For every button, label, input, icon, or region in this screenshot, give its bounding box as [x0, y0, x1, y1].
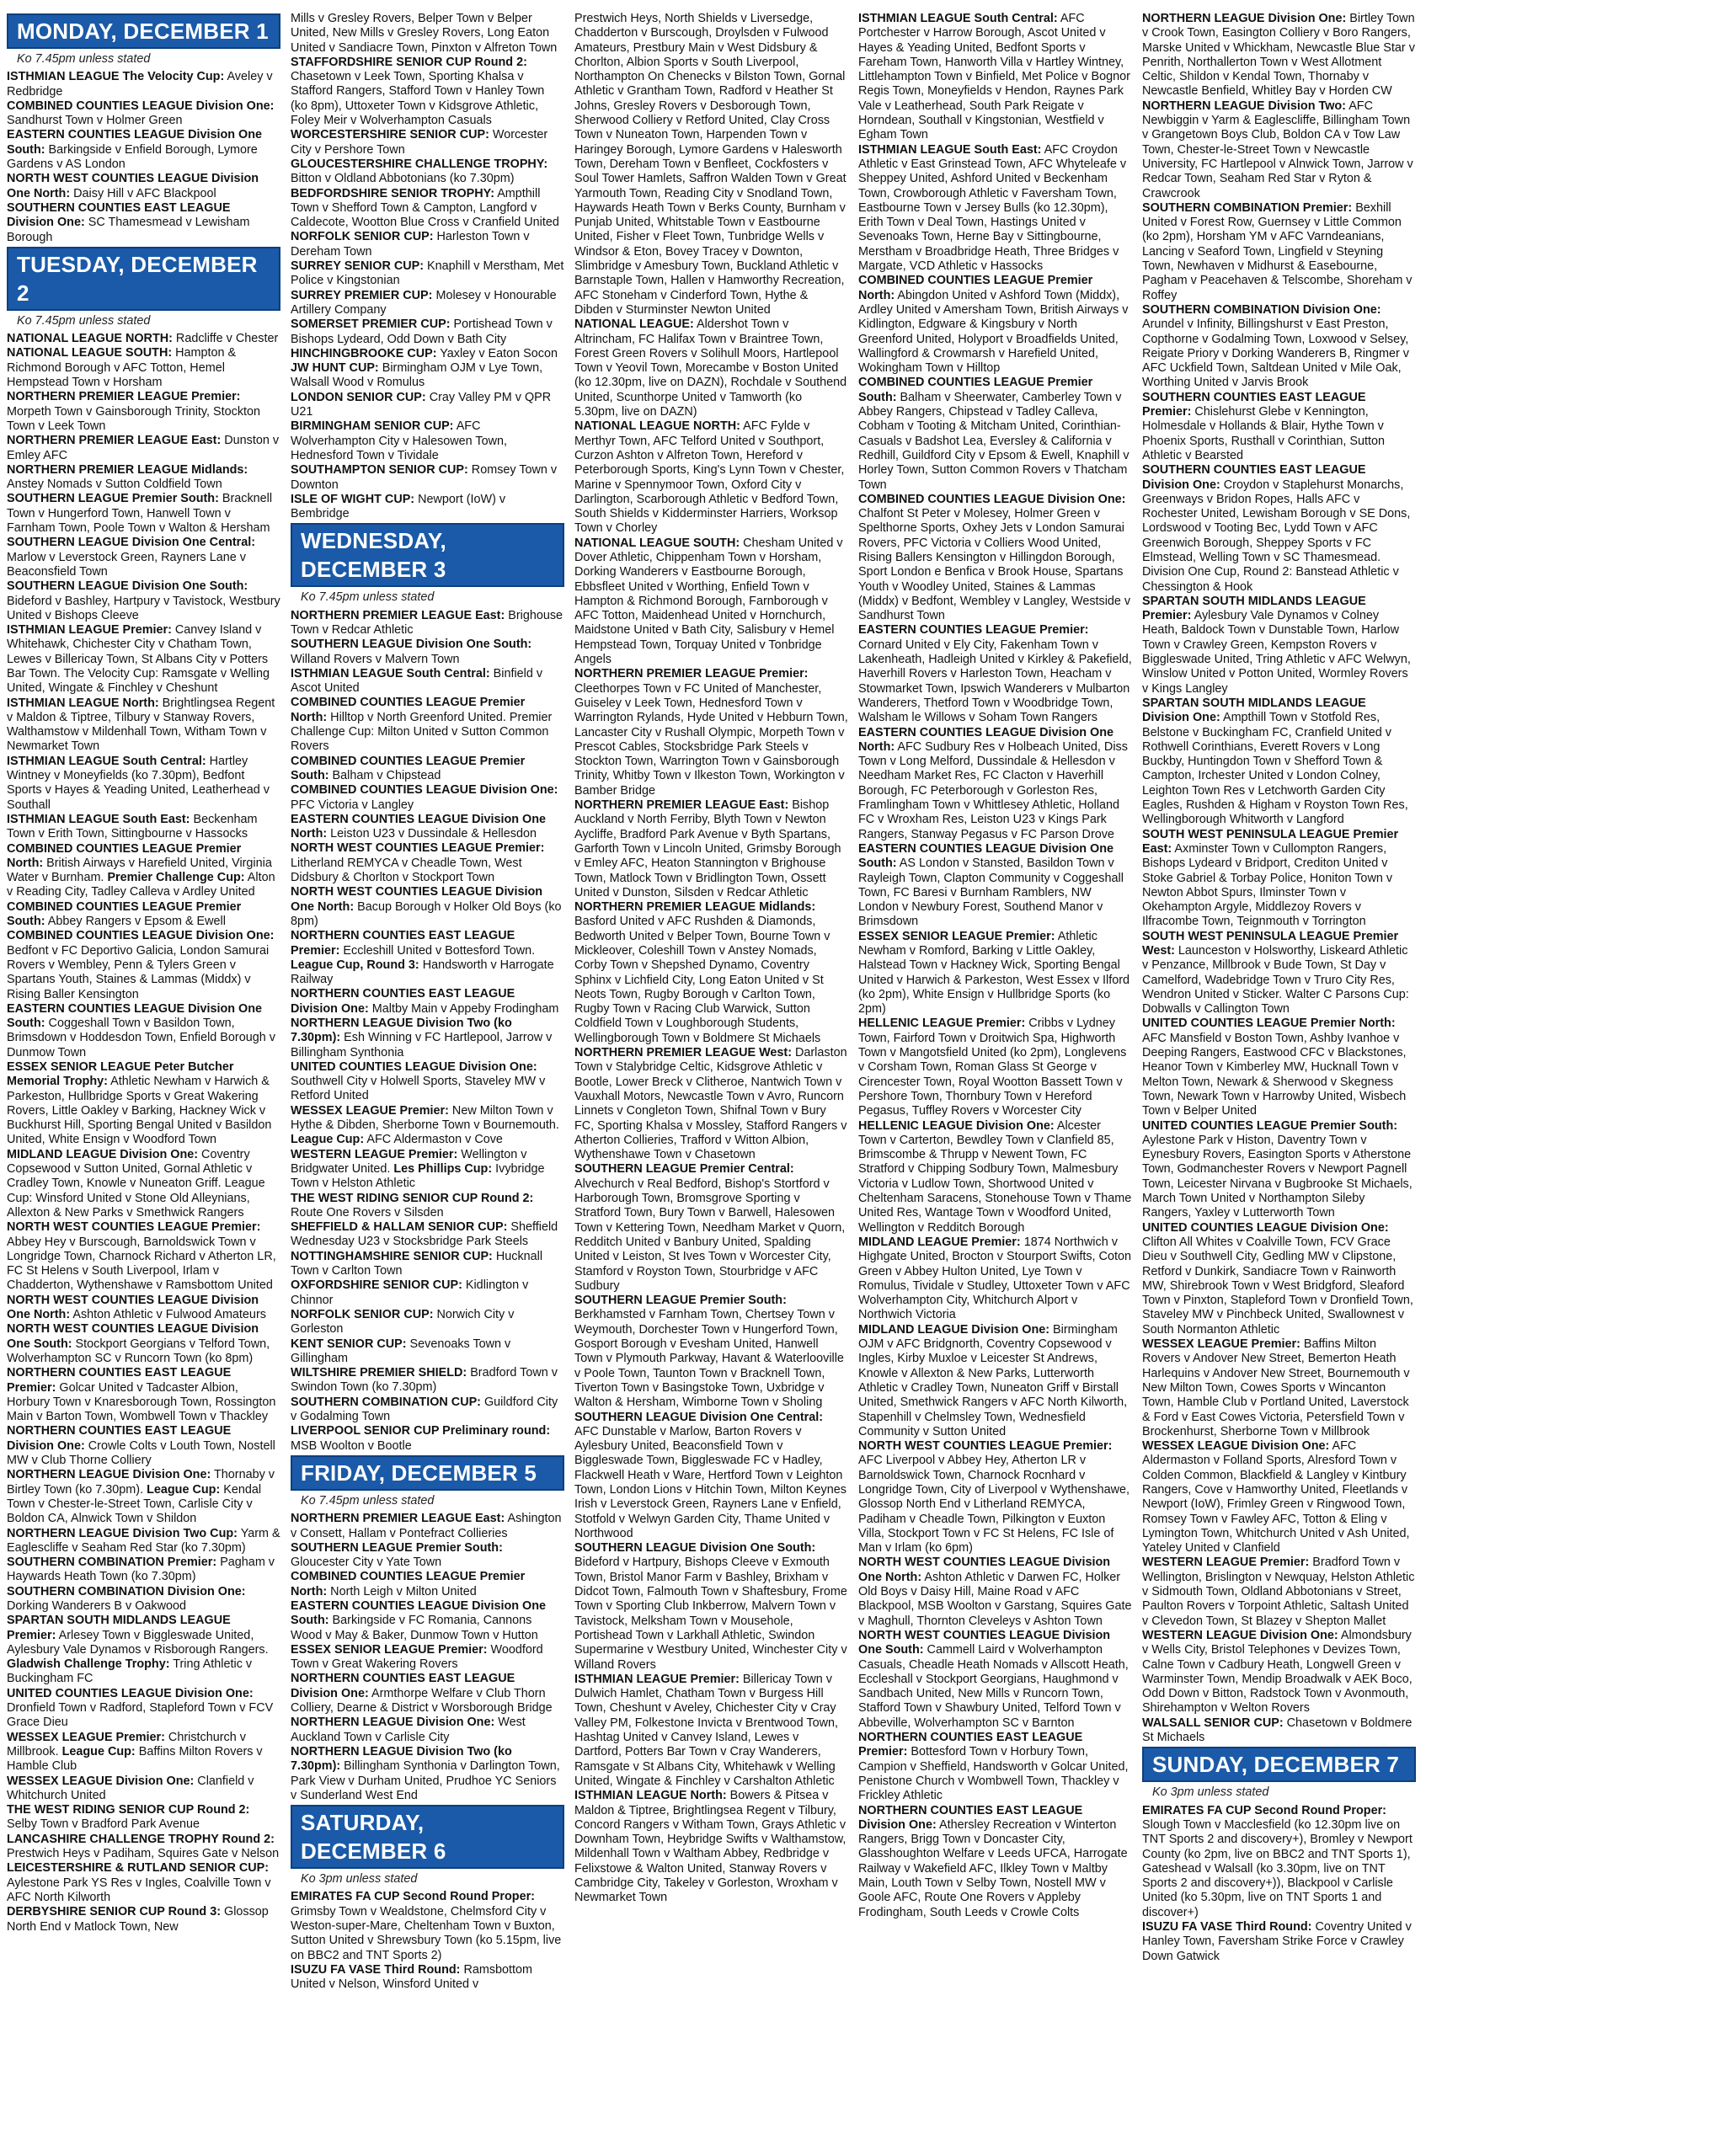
fixture-entry: NORTH WEST COUNTIES LEAGUE Division One North: Bacup Borough v Holker Old Boys (ko 8pm)	[291, 885, 562, 928]
fixture-entry: UNITED COUNTIES LEAGUE Division One: Southwell City v Holwell Sports, Staveley MW v Retford United	[291, 1059, 546, 1103]
fixture-entry: NORTHERN LEAGUE Division Two Cup: Yarm & Eaglescliffe v Seaham Red Star (ko 7.30pm)	[7, 1526, 280, 1555]
fixture-entry: ESSEX SENIOR LEAGUE Premier: Athletic Newham v Romford, Barking v Little Oakley, Halstead Town v Hackney Wick, Sporting Bengal United v Harwich & Parkeston, West Essex v Ilford (ko 2pm), White Ensign v Hullbridge Sports (ko 2pm)	[858, 929, 1130, 1017]
fixture-entry: WORCESTERSHIRE SENIOR CUP: Worcester City v Pershore Town	[291, 128, 548, 157]
fixture-entry: SOUTHERN COMBINATION Premier: Bexhill United v Forest Row, Guernsey v Little Common (ko 2pm), Horsham YM v AFC Varndeanians, Lancing v Seaford Town, Lingfield v Steyning Town, Newhaven v Midhurst & Easebourne, Pagham v Peacehaven & Telscombe, Shoreham v Roffey	[1142, 200, 1413, 302]
fixture-entry: NORTHERN LEAGUE Division One: Thornaby v Birtley Town (ko 7.30pm). League Cup: Kendal Town v Chester-le-Street Town, Carlisle City v Boldon CA, Alnwick Town v Shildon	[7, 1468, 275, 1526]
fixture-entry: NORTHERN PREMIER LEAGUE East: Bishop Auckland v North Ferriby, Blyth Town v Newton Aycliffe, Bradford Park Avenue v Byth Spartans, Garforth Town v Lincoln United, Grimsby Borough v Emley AFC, Heaton Stannington v Brighouse Town, Matlock Town v Bridlington Town, Ossett United v Dunston, Silsden v Redcar Athletic	[574, 798, 841, 899]
fixture-entry: NORTHERN PREMIER LEAGUE Premier: Morpeth Town v Gainsborough Trinity, Stockton Town v Leek Town	[7, 390, 261, 433]
fixture-entry: WALSALL SENIOR CUP: Chasetown v Boldmere St Michaels	[1142, 1716, 1413, 1745]
fixture-entry: COMBINED COUNTIES LEAGUE Premier North: North Leigh v Milton United	[291, 1570, 526, 1598]
fixture-entry: Prestwich Heys, North Shields v Liversedge, Chadderton v Burscough, Droylsden v Fulwood Amateurs, Prestbury Main v West Didsbury & Chorlton, Albion Sports v South Liverpool, Northampton On Chenecks v Bilston Town, Gornal Athletic v Grantham Town, Radford v Heather St Johns, Gresley Rovers v Desborough Town, Sherwood Colliery v Retford United, Clay Cross Town v Nuneaton Town, Harpenden Town v Haringey Borough, Lymore Gardens v Halesworth Town, Dereham Town v Benfleet, Cockfosters v Soul Tower Hamlets, Saffron Walden Town v Great Yarmouth Town, Reading City v Snodland Town, Haywards Heath Town v Berks County, Burnham v Punjab United, Whitstable Town v Eastbourne United, Fisher v Fleet Town, Tunbridge Wells v Windsor & Eton, Bovey Tracey v Downton, Slimbridge v Amesbury Town, Buckland Athletic v Barnstaple Town, Hallen v Hamworthy Recreation, AFC Stoneham v Cinderford Town, Hythe & Dibden v Sturminster Newton United	[574, 12, 846, 317]
fixture-entry: LONDON SENIOR CUP: Cray Valley PM v QPR U21	[291, 390, 552, 419]
fixture-entry: ISTHMIAN LEAGUE South East: AFC Croydon Athletic v East Grinstead Town, AFC Whyteleafe v Sheppey United, Ashford United v Beckenham Town, Crowborough Athletic v Faversham Town, Eastbourne Town v Jersey Bulls (ko 12.30pm), Erith Town v Deal Town, Hastings United v Sevenoaks Town, Herne Bay v Sittingbourne, Merstham v Broadbridge Heath, Three Bridges v Margate, VCD Athletic v Hassocks	[858, 142, 1127, 274]
fixture-entry: SOUTHERN LEAGUE Premier South: Berkhamsted v Farnham Town, Chertsey Town v Weymouth, Dorchester Town v Hungerford Town, Gosport Borough v Evesham United, Hanwell Town v Plymouth Parkway, Havant & Waterlooville v Poole Town, Taunton Town v Bracknell Town, Tiverton Town v Basingstoke Town, Uxbridge v Walton & Hersham, Wimborne Town v Sholing	[574, 1294, 844, 1410]
fixture-entry: NATIONAL LEAGUE SOUTH: Chesham United v Dover Athletic, Chippenham Town v Horsham, Dorking Wanderers v Eastbourne Borough, Ebbsfleet United v Worthing, Enfield Town v Hampton & Richmond Borough, Farnborough v AFC Totton, Maidenhead United v Hornchurch, Maidstone United v Bath City, Salisbury v Hemel Hempstead Town, Torquay United v Tonbridge Angels	[574, 536, 843, 667]
fixture-entry: COMBINED COUNTIES LEAGUE Division One: Bedfont v FC Deportivo Galicia, London Samurai Rovers v Wembley, Penn & Tylers Green v Spartans Youth, Staines & Lammas (Middx) v Rising Baller Kensington	[7, 929, 275, 1001]
fixture-entry: UNITED COUNTIES LEAGUE Premier North: AFC Mansfield v Boston Town, Ashby Ivanhoe v Deeping Rangers, Eastwood CFC v Blackstones, Heanor Town v Kimberley MW, Hucknall Town v Melton Town, Newark & Sherwood v Skegness Town, Newark Town v Harrowby United, Wisbech Town v Belper United	[1142, 1017, 1407, 1118]
fixture-entry: COMBINED COUNTIES LEAGUE Premier South: Abbey Rangers v Epsom & Ewell	[7, 899, 242, 929]
fixture-entry: OXFORDSHIRE SENIOR CUP: Kidlington v Chinnor	[291, 1278, 529, 1307]
day-header: SATURDAY, DECEMBER 6	[291, 1805, 564, 1869]
kickoff-note: Ko 7.45pm unless stated	[17, 52, 151, 66]
fixture-entry: SPARTAN SOUTH MIDLANDS LEAGUE Premier: Arlesey Town v Biggleswade United, Aylesbury Vale Dynamos v Risborough Rangers. Gladwish Challenge Trophy: Tring Athletic v Buckingham FC	[7, 1614, 269, 1686]
fixture-entry: SOMERSET PREMIER CUP: Portishead Town v Bishops Lydeard, Odd Down v Bath City	[291, 318, 553, 346]
fixture-entry: COMBINED COUNTIES LEAGUE Premier South: Balham v Chipstead	[291, 754, 526, 782]
fixture-entry: NORTH WEST COUNTIES LEAGUE Division One North: Ashton Athletic v Darwen FC, Holker Old Boys v Daisy Hill, Maine Road v AFC Blackpool, MSB Woolton v Garstang, Squires Gate v Maghull, Thornton Cleveleys v Ashton Town	[858, 1556, 1132, 1628]
day-header: FRIDAY, DECEMBER 5	[291, 1455, 564, 1491]
fixture-entry: SURREY SENIOR CUP: Knaphill v Merstham, Met Police v Kingstonian	[291, 259, 564, 288]
column-1	[7, 12, 280, 2149]
fixture-entry: SPARTAN SOUTH MIDLANDS LEAGUE Division One: Ampthill Town v Stotfold Res, Belstone v Buckingham FC, Cranfield United v Rothwell Corinthians, Everett Rovers v Long Buckby, Huntingdon Town v Shefford Town & Campton, Irchester United v London Colney, Leighton Town Res v Letchworth Garden City Eagles, Rushden & Higham v Royston Town Res, Wellingborough Whitworth v Langford	[1142, 696, 1408, 827]
fixture-entry: GLOUCESTERSHIRE CHALLENGE TROPHY: Bitton v Oldland Abbotonians (ko 7.30pm)	[291, 157, 548, 186]
fixture-entry: WESSEX LEAGUE Division One: AFC Aldermaston v Folland Sports, Alresford Town v Colden Common, Blackfield & Langley v Kintbury Rangers, Cove v Hamworthy United, Fleetlands v Newport (IoW), Frimley Green v Ringwood Town, Romsey Town v Fawley AFC, Totton & Eling v Lymington Town, Whitchurch United v Ash United, Yateley United v Clanfield	[1142, 1439, 1410, 1556]
fixture-entry: NORTHERN COUNTIES EAST LEAGUE Premier: Golcar United v Tadcaster Albion, Horbury Town v Knaresborough Town, Rossington Main v Barton Town, Wombwell Town v Thackley	[7, 1366, 276, 1424]
fixture-entry: NORTHERN LEAGUE Division Two (ko 7.30pm): Esh Winning v FC Hartlepool, Jarrow v Billingham Synthonia	[291, 1017, 553, 1059]
fixture-entry: KENT SENIOR CUP: Sevenoaks Town v Gillingham	[291, 1337, 511, 1365]
fixture-entry: EMIRATES FA CUP Second Round Proper: Slough Town v Macclesfield (ko 12.30pm live on TNT Sports 2 and discovery+), Bromley v Newport County (ko 2pm, live on BBC2 and TNT Sports 1), Gateshead v Walsall (ko 3.30pm, live on TNT Sports 2 and discovery+)), Blackpool v Carlisle United (ko 5.30pm, live on TNT Sports 1 and discover+)	[1142, 1803, 1413, 1919]
kickoff-note: Ko 7.45pm unless stated	[301, 1493, 435, 1508]
fixture-entry: NORTHERN PREMIER LEAGUE East: Brighouse Town v Redcar Athletic	[291, 608, 563, 637]
fixture-entry: ISUZU FA VASE Third Round: Coventry United v Hanley Town, Faversham Strike Force v Crawley Down Gatwick	[1142, 1920, 1412, 1963]
fixture-entry: COMBINED COUNTIES LEAGUE Division One: PFC Victoria v Langley	[291, 783, 558, 812]
fixture-entry: SOUTHERN LEAGUE Premier South: Gloucester City v Yate Town	[291, 1540, 503, 1570]
fixture-entry: ISLE OF WIGHT CUP: Newport (IoW) v Bembridge	[291, 492, 506, 521]
fixture-entry: NORTHERN LEAGUE Division Two (ko 7.30pm): Billingham Synthonia v Darlington Town, Park View v Durham United, Prudhoe YC Seniors v Sunderland West End	[291, 1744, 560, 1802]
fixture-entry: LANCASHIRE CHALLENGE TROPHY Round 2: Prestwich Heys v Padiham, Squires Gate v Nelson	[7, 1832, 280, 1861]
fixture-entry: SOUTH WEST PENINSULA LEAGUE Premier West: Launceston v Holsworthy, Liskeard Athletic v Penzance, Millbrook v Bude Town, St Day v Camelford, Wadebridge Town v Truro City Res, Wendron United v Sticker. Walter C Parsons Cup: Dobwalls v Callington Town	[1142, 929, 1409, 1017]
column-5	[1142, 12, 1416, 2149]
column-4	[858, 12, 1132, 2149]
fixture-entry: NORTHERN PREMIER LEAGUE West: Darlaston Town v Stalybridge Celtic, Kidsgrove Athletic v Bootle, Lower Breck v Clitheroe, Nantwich Town v Vauxhall Motors, Newcastle Town v Avro, Runcorn Linnets v Congleton Town, Shifnal Town v Bury FC, Sporting Khalsa v Mossley, Stafford Rangers v Atherton Collieries, Trafford v Witton Albion, Wythenshawe Town v Chasetown	[574, 1046, 847, 1162]
fixture-entry: NATIONAL LEAGUE SOUTH: Hampton & Richmond Borough v AFC Totton, Hemel Hempstead Town v Horsham	[7, 346, 237, 390]
fixture-entry: EASTERN COUNTIES LEAGUE Premier: Cornard United v Ely City, Fakenham Town v Lakenheath, Hadleigh United v Kirkley & Pakefield, Haverhill Rovers v Harleston Town, Heacham v Stowmarket Town, Ipswich Wanderers v Mulbarton Wanderers, Thetford Town v Woodbridge Town, Walsham le Willows v Soham Town Rangers	[858, 623, 1132, 725]
day-header: TUESDAY, DECEMBER 2	[7, 247, 280, 311]
fixture-entry: EASTERN COUNTIES LEAGUE Division One South: Barkingside v FC Romania, Cannons Wood v May & Baker, Dunmow Town v Hutton	[291, 1598, 547, 1642]
fixture-entry: NORTHERN PREMIER LEAGUE Midlands: Anstey Nomads v Sutton Coldfield Town	[7, 462, 248, 492]
fixture-entry: SOUTHERN LEAGUE Division One Central: AFC Dunstable v Marlow, Barton Rovers v Aylesbury United, Beaconsfield Town v Biggleswade Town, Biggleswade FC v Hadley, Flackwell Heath v Ware, Hertford Town v Leighton Town, London Lions v Hitchin Town, Milton Keynes Irish v Leverstock Green, Rayners Lane v Enfield, Stotfold v Welwyn Garden City, Thame United v Northwood	[574, 1410, 846, 1540]
fixture-entry: DERBYSHIRE SENIOR CUP Round 3: Glossop North End v Matlock Town, New	[7, 1905, 269, 1934]
fixture-entry: NORTH WEST COUNTIES LEAGUE Premier: AFC Liverpool v Abbey Hey, Atherton LR v Barnoldswick Town, Charnock Rocnhard v Longridge Town, City of Liverpool v Wythenshawe, Glossop North End v Litherland REMYCA, Padiham v Cheadle Town, Pilkington v Euxton Villa, Stockport Town v FC St Helens, FC Isle of Man v Irlam (ko 6pm)	[858, 1439, 1130, 1556]
fixture-entry: HINCHINGBROOKE CUP: Yaxley v Eaton Socon	[291, 346, 558, 360]
fixture-entry: NORTHERN PREMIER LEAGUE East: Dunston v Emley AFC	[7, 434, 280, 462]
fixture-entry: SOUTHERN LEAGUE Premier South: Bracknell Town v Hungerford Town, Hanwell Town v Farnham Town, Poole Town v Walton & Hersham	[7, 492, 273, 536]
fixture-entry: WILTSHIRE PREMIER SHIELD: Bradford Town v Swindon Town (ko 7.30pm)	[291, 1366, 558, 1395]
fixture-entry: EASTERN COUNTIES LEAGUE Division One South: Coggeshall Town v Basildon Town, Brimsdown v Hoddesdon Town, Enfield Borough v Dunmow Town	[7, 1001, 275, 1059]
fixture-entry: SOUTHERN COUNTIES EAST LEAGUE Premier: Chislehurst Glebe v Kennington, Holmesdale v Hollands & Blair, Hythe Town v Phoenix Sports, Rusthall v Corinthian, Sutton Athletic v Bearsted	[1142, 390, 1385, 462]
fixture-entry: EASTERN COUNTIES LEAGUE Division One North: Leiston U23 v Dussindale & Hellesdon	[291, 812, 547, 841]
fixture-entry: ISTHMIAN LEAGUE Premier: Billericay Town v Dulwich Hamlet, Chatham Town v Burgess Hill Town, Cheshunt v Aveley, Chichester City v Cray Valley PM, Folkestone Invicta v Brentwood Town, Hashtag United v Canvey Island, Lewes v Dartford, Potters Bar Town v Cray Wanderers, Ramsgate v St Albans City, Whitehawk v Welling United, Wingate & Finchley v Carshalton Athletic	[574, 1672, 839, 1788]
fixture-entry: WESSEX LEAGUE Premier: New Milton Town v Hythe & Dibden, Sherborne Town v Bournemouth. League Cup: AFC Aldermaston v Cove	[291, 1103, 559, 1147]
fixture-entry: ISTHMIAN LEAGUE North: Brightlingsea Regent v Maldon & Tiptree, Tilbury v Stanway Rovers, Walthamstow v Mildenhall Town, Witham Town v Newmarket Town	[7, 696, 275, 754]
fixture-entry: NORTH WEST COUNTIES LEAGUE Premier: Litherland REMYCA v Cheadle Town, West Didsbury & Chorlton v Stockport Town	[291, 841, 545, 885]
fixture-entry: WESSEX LEAGUE Premier: Christchurch v Millbrook. League Cup: Baffins Milton Rovers v Hamble Club	[7, 1730, 263, 1774]
kickoff-note: Ko 3pm unless stated	[301, 1872, 418, 1886]
fixture-entry: SOUTHERN COMBINATION Premier: Pagham v Haywards Heath Town (ko 7.30pm)	[7, 1556, 275, 1584]
fixture-entry: SOUTHERN COMBINATION Division One: Arundel v Infinity, Billingshurst v East Preston, Copthorne v Godalming Town, Loxwood v Selsey, Reigate Priory v Dorking Wanderers B, Ringmer v AFC Uckfield Town, Saltdean United v Mile Oak, Worthing United v Jarvis Brook	[1142, 302, 1409, 390]
fixture-entry: NORTHERN COUNTIES EAST LEAGUE Division One: Crowle Colts v Louth Town, Nostell MW v Club Thorne Colliery	[7, 1424, 275, 1468]
fixture-entry: SOUTHERN LEAGUE Division One South: Bideford v Hartpury, Bishops Cleeve v Exmouth Town, Bristol Manor Farm v Bashley, Brixham v Didcot Town, Falmouth Town v Shaftesbury, Frome Town v Sporting Club Inkberrow, Malvern Town v Tavistock, Melksham Town v Mousehole, Portishead Town v Larkhall Athletic, Swindon Supermarine v Westbury United, Winchester City v Willand Rovers	[574, 1541, 847, 1672]
fixture-entry: COMBINED COUNTIES LEAGUE Premier South: Balham v Sheerwater, Camberley Town v Abbey Rangers, Chipstead v Tadley Calleva, Cobham v Tooting & Mitcham United, Corinthian-Casuals v Badshot Lea, Eversley & California v Redhill, Guildford City v Epsom & Ewell, Knaphill v Horley Town, Sutton Common Rovers v Thatcham Town	[858, 376, 1130, 492]
fixture-entry: NORTH WEST COUNTIES LEAGUE Division One South: Stockport Georgians v Telford Town, Wolverhampton SC v Runcorn Town (ko 8pm)	[7, 1322, 270, 1365]
fixture-entry: ISTHMIAN LEAGUE South Central: AFC Portchester v Harrow Borough, Ascot United v Hayes & Yeading United, Bedfont Sports v Fareham Town, Hanworth Villa v Hartley Wintney, Littlehampton Town v Binfield, Met Police v Bognor Regis Town, Moneyfields v Hendon, Raynes Park Vale v Leatherhead, South Park Reigate v Horndean, Southall v Kingstonian, Westfield v Egham Town	[858, 12, 1130, 142]
fixture-entry: UNITED COUNTIES LEAGUE Premier South: Aylestone Park v Histon, Daventry Town v Eynesbury Rovers, Easington Sports v Atherstone Town, Godmanchester Rovers v Newport Pagnell Town, Leicester Nirvana v Bugbrooke St Michaels, March Town United v Northampton Sileby Rangers, Yaxley v Lutterworth Town	[1142, 1118, 1413, 1220]
fixture-entry: HELLENIC LEAGUE Premier: Cribbs v Lydney Town, Fairford Town v Droitwich Spa, Highworth Town v Mangotsfield United (ko 2pm), Longlevens v Corsham Town, Roman Glass St George v Cirencester Town, Royal Wootton Bassett Town v Pershore Town, Thornbury Town v Hereford Pegasus, Tuffley Rovers v Worcester City	[858, 1017, 1127, 1118]
fixture-entry: NORTHERN LEAGUE Division One: West Auckland Town v Carlisle City	[291, 1716, 526, 1744]
fixture-entry: WESTERN LEAGUE Premier: Wellington v Bridgwater United. Les Phillips Cup: Ivybridge Town v Helston Athletic	[291, 1147, 545, 1191]
column-3	[574, 12, 848, 2149]
fixture-entry: EASTERN COUNTIES LEAGUE Division One South: Barkingside v Enfield Borough, Lymore Gardens v AS London	[7, 128, 263, 172]
fixture-entry: NORFOLK SENIOR CUP: Norwich City v Gorleston	[291, 1307, 515, 1337]
fixture-entry: UNITED COUNTIES LEAGUE Division One: Clifton All Whites v Coalville Town, FCV Grace Dieu v Southwell City, Gedling MW v Clipstone, Retford v Dunkirk, Sandiacre Town v Rainworth MW, Shirebrook Town v West Bridgford, Sleaford Town v Pinxton, Stapleford Town v Dronfield Town, Staveley MW v Pinchbeck United, Swallownest v South Normanton Athletic	[1142, 1220, 1413, 1337]
fixture-entry: SOUTHERN COMBINATION CUP: Guildford City v Godalming Town	[291, 1395, 558, 1424]
fixture-entry: ISTHMIAN LEAGUE South East: Beckenham Town v Erith Town, Sittingbourne v Hassocks	[7, 812, 258, 841]
fixture-entry: MIDLAND LEAGUE Premier: 1874 Northwich v Highgate United, Brocton v Stourport Swifts, Coton Green v Abbey Hulton United, Lye Town v Romulus, Tividale v Studley, Uttoxeter Town v AFC Wolverhampton City, Whitchurch Alport v Northwich Victoria	[858, 1235, 1131, 1322]
fixture-entry: NORTHERN COUNTIES EAST LEAGUE Division One: Armthorpe Welfare v Club Thorn Colliery, Dearne & District v Worsborough Bridge	[291, 1672, 553, 1716]
fixture-entry: NOTTINGHAMSHIRE SENIOR CUP: Hucknall Town v Carlton Town	[291, 1249, 543, 1278]
fixture-entry: NORFOLK SENIOR CUP: Harleston Town v Dereham Town	[291, 230, 530, 259]
fixture-entry: SOUTHAMPTON SENIOR CUP: Romsey Town v Downton	[291, 463, 558, 492]
fixture-entry: LIVERPOOL SENIOR CUP Preliminary round: MSB Woolton v Bootle	[291, 1424, 551, 1453]
column-2	[291, 12, 564, 2149]
fixture-entry: NORTH WEST COUNTIES LEAGUE Premier: Abbey Hey v Burscough, Barnoldswick Town v Longridge Town, Charnock Richard v Atherton LR, FC St Helens v South Liverpool, Irlam v Chadderton, Wythenshawe v Ramsbottom United	[7, 1220, 276, 1293]
fixture-entry: NORTHERN PREMIER LEAGUE East: Ashington v Consett, Hallam v Pontefract Collieries	[291, 1512, 562, 1540]
day-header: SUNDAY, DECEMBER 7	[1142, 1747, 1416, 1782]
fixture-entry: EASTERN COUNTIES LEAGUE Division One North: AFC Sudbury Res v Holbeach United, Diss Town v Long Melford, Dussindale & Hellesdon v Needham Market Res, FC Clacton v Haverhill Borough, FC Peterborough v Gorleston Res, Framlingham Town v Whittlesey Athletic, Holland FC v Wroxham Res, Leiston U23 v Kings Park Rangers, Stanway Pegasus v FC Parson Drove	[858, 725, 1128, 841]
fixture-entry: WESTERN LEAGUE Premier: Bradford Town v Wellington, Brislington v Newquay, Helston Athletic v Sidmouth Town, Oldland Abbotonians v Street, Paulton Rovers v Torpoint Athletic, Saltash United v Clevedon Town, St Blazey v Shepton Mallet	[1142, 1556, 1415, 1628]
fixture-entry: MIDLAND LEAGUE Division One: Birmingham OJM v AFC Bridgnorth, Coventry Copsewood v Ingles, Kirby Muxloe v Leicester St Andrews, Knowle v Allexton & New Parks, Lutterworth Athletic v Cradley Town, Nuneaton Griff v Birstall United, Smethwick Rangers v AFC North Kilworth, Stapenhill v Chelmsley Town, Wednesfield Community v Sutton United	[858, 1322, 1128, 1438]
fixture-entry: THE WEST RIDING SENIOR CUP Round 2: Selby Town v Bradford Park Avenue	[7, 1803, 250, 1832]
fixture-entry: NORTHERN COUNTIES EAST LEAGUE Premier: Bottesford Town v Horbury Town, Campion v Sheffield, Handsworth v Golcar United, Penistone Church v Wombwell Town, Thackley v Frickley Athletic	[858, 1731, 1129, 1803]
fixture-entry: NATIONAL LEAGUE NORTH: AFC Fylde v Merthyr Town, AFC Telford United v Southport, Curzon Ashton v Alfreton Town, Hereford v Peterborough Sports, King's Lynn Town v Chester, Marine v Spennymoor Town, Oxford City v Darlington, Scarborough Athletic v Bedford Town, South Shields v Kidderminster Harriers, Worksop Town v Chorley	[574, 419, 845, 536]
fixture-entry: JW HUNT CUP: Birmingham OJM v Lye Town, Walsall Wood v Romulus	[291, 361, 543, 390]
fixture-entry: NORTHERN COUNTIES EAST LEAGUE Division One: Athersley Recreation v Winterton Rangers, Brigg Town v Doncaster City, Glasshoughton Welfare v Leeds UFCA, Harrogate Railway v Wakefield AFC, Ilkley Town v Maltby Main, Louth Town v Selby Town, Nostell MW v Goole AFC, Route One Rovers v Appleby Frodingham, South Leeds v Crowle Colts	[858, 1803, 1128, 1919]
fixture-entry: ISTHMIAN LEAGUE The Velocity Cup: Aveley v Redbridge	[7, 70, 273, 99]
fixture-entry: NORTHERN LEAGUE Division One: Birtley Town v Crook Town, Easington Colliery v Boro Rangers, Marske United v Whickham, Newcastle Blue Star v Penrith, Northallerton Town v West Allotment Celtic, Shildon v Kendal Town, Thornaby v Newcastle Benfield, Whitley Bay v Horden CW	[1142, 12, 1415, 99]
fixture-entry: NATIONAL LEAGUE: Aldershot Town v Altrincham, FC Halifax Town v Braintree Town, Forest Green Rovers v Solihull Moors, Hartlepool Town v Yeovil Town, Morecambe v Boston United (ko 12.30pm, live on DAZN), Rochdale v Southend United, Scunthorpe United v Tamworth (ko 5.30pm, live on DAZN)	[574, 318, 847, 419]
fixture-entry: ISTHMIAN LEAGUE North: Bowers & Pitsea v Maldon & Tiptree, Brightlingsea Regent v Tilbury, Concord Rangers v Witham Town, Grays Athletic v Downham Town, Heybridge Swifts v Walthamstow, Mildenhall Town v Waltham Abbey, Redbridge v Felixstowe & Walton United, Stanway Rovers v Cambridge City, Takeley v Gorleston, Wroxham v Newmarket Town	[574, 1789, 846, 1905]
fixture-entry: NORTHERN COUNTIES EAST LEAGUE Premier: Eccleshill United v Bottesford Town. League Cup, Round 3: Handsworth v Harrogate Railway	[291, 929, 554, 987]
fixture-entry: NORTH WEST COUNTIES LEAGUE Division One North: Daisy Hill v AFC Blackpool	[7, 172, 259, 200]
fixture-entry: LEICESTERSHIRE & RUTLAND SENIOR CUP: Aylestone Park YS Res v Ingles, Coalville Town v AFC North Kilworth	[7, 1861, 271, 1904]
fixture-entry: NORTHERN PREMIER LEAGUE Premier: Cleethorpes Town v FC United of Manchester, Guiseley v Leek Town, Hednesford Town v Warrington Rylands, Hyde United v Hebburn Town, Lancaster City v Rushall Olympic, Morpeth Town v Prescot Cables, Stocksbridge Park Steels v Stockton Town, Warrington Town v Gainsborough Trinity, Whitby Town v Ilkeston Town, Workington v Bamber Bridge	[574, 667, 848, 798]
fixture-entry: SHEFFIELD & HALLAM SENIOR CUP: Sheffield Wednesday U23 v Stocksbridge Park Steels	[291, 1220, 558, 1249]
fixture-entry: STAFFORDSHIRE SENIOR CUP Round 2: Chasetown v Leek Town, Sporting Khalsa v Stafford Rangers, Stafford Town v Hanley Town (ko 8pm), Uttoxeter Town v Kidsgrove Athletic, Foley Meir v Wolverhampton Casuals	[291, 55, 545, 128]
kickoff-note: Ko 7.45pm unless stated	[301, 590, 435, 605]
fixture-entry: NORTHERN LEAGUE Division Two: AFC Newbiggin v Yarm & Eaglescliffe, Billingham Town v Grangetown Boys Club, Boldon CA v Tow Law Town, Chester-le-Street Town v Newcastle University, FC Hartlepool v Alnwick Town, Jarrow v Redcar Town, Seaham Red Star v Ryton & Crawcrook	[1142, 99, 1413, 200]
fixture-entry: COMBINED COUNTIES LEAGUE Premier North: Abingdon United v Ashford Town (Middx), Ardley United v Amersham Town, British Airways v Kidlington, Edgware & Kingsbury v North Greenford United, Holyport v Broadfields United, Wallingford & Crowmarsh v Harefield United, Wokingham Town v Hilltop	[858, 274, 1129, 376]
fixture-entry: NORTH WEST COUNTIES LEAGUE Division One South: Cammell Laird v Wolverhampton Casuals, Cheadle Heath Nomads v Allscott Heath, Eccleshall v Stockport Georgians, Haughmond v Sandbach United, New Mills v Runcorn Town, Stafford Town v Shawbury United, Telford Town v Abbeville, Wolverhampton SC v Barnton	[858, 1628, 1129, 1730]
fixture-entry: BIRMINGHAM SENIOR CUP: AFC Wolverhampton City v Halesowen Town, Hednesford Town v Tividale	[291, 419, 508, 462]
fixture-entry: EASTERN COUNTIES LEAGUE Division One South: AS London v Stansted, Basildon Town v Rayleigh Town, Clapton Community v Coggeshall Town, FC Baresi v Burnham Ramblers, NW London v Newbury Forest, Southend Manor v Brimsdown	[858, 841, 1124, 929]
fixture-entry: UNITED COUNTIES LEAGUE Division One: Dronfield Town v Radford, Stapleford Town v FCV Grace Dieu	[7, 1686, 274, 1730]
fixture-entry: NORTHERN COUNTIES EAST LEAGUE Division One: Maltby Main v Appeby Frodingham	[291, 987, 559, 1016]
fixture-entry: EMIRATES FA CUP Second Round Proper: Grimsby Town v Wealdstone, Chelmsford City v Weston-super-Mare, Cheltenham Town v Buxton, Sutton United v Shrewsbury Town (ko 5.15pm, live on BBC2 and TNT Sports 2)	[291, 1890, 562, 1962]
fixture-entry: COMBINED COUNTIES LEAGUE Premier North: British Airways v Harefield United, Virginia Water v Burnham. Premier Challenge Cup: Alton v Reading City, Tadley Calleva v Ardley United	[7, 841, 275, 899]
kickoff-note: Ko 7.45pm unless stated	[17, 313, 151, 328]
fixture-entry: COMBINED COUNTIES LEAGUE Division One: Chalfont St Peter v Molesey, Holmer Green v Spelthorne Sports, Oxhey Jets v London Samurai Rovers, PFC Victoria v Colliers Wood United, Rising Ballers Kensington v Hillingdon Borough, Sport London e Benfica v Brook House, Spartans Youth v Woodley United, Staines & Lammas (Middx) v Bedfont, Wembley v Langley, Westside v Sandhurst Town	[858, 492, 1131, 623]
day-header: MONDAY, DECEMBER 1	[7, 13, 280, 49]
fixture-entry: SOUTHERN COUNTIES EAST LEAGUE Division One: SC Thamesmead v Lewisham Borough	[7, 200, 250, 244]
fixture-entry: THE WEST RIDING SENIOR CUP Round 2: Route One Rovers v Silsden	[291, 1191, 534, 1219]
fixture-entry: ISTHMIAN LEAGUE South Central: Binfield v Ascot United	[291, 666, 543, 696]
fixture-entry: ESSEX SENIOR LEAGUE Peter Butcher Memorial Trophy: Athletic Newham v Harwich & Parkeston, Hullbridge Sports v Great Wakering Rovers, Little Oakley v Barking, Hackney Wick v Buckhurst Hill, Sporting Bengal United v Basildon United, White Ensign v Woodford Town	[7, 1060, 272, 1147]
fixture-entry: BEDFORDSHIRE SENIOR TROPHY: Ampthill Town v Shefford Town & Campton, Langford v Caldecote, Wootton Blue Cross v Cranfield United	[291, 186, 559, 230]
fixture-entry: SPARTAN SOUTH MIDLANDS LEAGUE Premier: Aylesbury Vale Dynamos v Colney Heath, Baldock Town v Dunstable Town, Harlow Town v Crawley Green, Kempston Rovers v Biggleswade United, Tring Athletic v AFC Welwyn, Winslow United v Potton United, Wormley Rovers v Kings Langley	[1142, 594, 1411, 696]
fixture-entry: SOUTHERN LEAGUE Division One Central: Marlow v Leverstock Green, Rayners Lane v Beaconsfield Town	[7, 536, 256, 579]
fixture-entry: WESSEX LEAGUE Division One: Clanfield v Whitchurch United	[7, 1774, 254, 1802]
fixture-entry: SOUTHERN LEAGUE Division One South: Willand Rovers v Malvern Town	[291, 638, 532, 666]
fixture-entry: SURREY PREMIER CUP: Molesey v Honourable Artillery Company	[291, 288, 557, 317]
fixture-entry: MIDLAND LEAGUE Division One: Coventry Copsewood v Sutton United, Gornal Athletic v Cradley Town, Knowle v Nuneaton Griff. League Cup: Winsford United v Stone Old Alleynians, Allexton & New Parks v Smethwick Rangers	[7, 1147, 265, 1219]
kickoff-note: Ko 3pm unless stated	[1152, 1785, 1269, 1800]
fixture-entry: NORTHERN PREMIER LEAGUE Midlands: Basford United v AFC Rushden & Diamonds, Bedworth United v Belper Town, Bourne Town v Mickleover, Coleshill Town v Anstey Nomads, Corby Town v Shepshed Dynamo, Coventry Sphinx v Lichfield City, Long Eaton United v St Neots Town, Rugby Borough v Carlton Town, Rugby Town v Racing Club Warwick, Sutton Coldfield Town v Loughborough Students, Wellingborough Town v Boldmere St Michaels	[574, 900, 830, 1045]
fixture-entry: WESTERN LEAGUE Division One: Almondsbury v Wells City, Bristol Telephones v Devizes Town, Calne Town v Cadbury Heath, Longwell Green v Warminster Town, Mendip Broadwalk v AEK Boco, Odd Down v Bitton, Radstock Town v Avonmouth, Shirehampton v Welton Rovers	[1142, 1628, 1413, 1716]
fixture-entry: NATIONAL LEAGUE NORTH: Radcliffe v Chester	[7, 332, 279, 346]
fixture-entry: Mills v Gresley Rovers, Belper Town v Belper United, New Mills v Gresley Rovers, Long Eaton United v Sandiacre Town, Pinxton v Alfreton Town	[291, 12, 558, 55]
fixture-entry: SOUTHERN LEAGUE Division One South: Bideford v Bashley, Hartpury v Tavistock, Westbury United v Bishops Cleeve	[7, 579, 280, 622]
fixture-entry: COMBINED COUNTIES LEAGUE Division One: Sandhurst Town v Holmer Green	[7, 99, 275, 128]
day-header: WEDNESDAY, DECEMBER 3	[291, 523, 564, 587]
fixture-entry: SOUTHERN COMBINATION Division One: Dorking Wanderers B v Oakwood	[7, 1584, 246, 1613]
fixture-entry: ISUZU FA VASE Third Round: Ramsbottom United v Nelson, Winsford United v	[291, 1962, 533, 1992]
fixture-entry: COMBINED COUNTIES LEAGUE Premier North: Hilltop v North Greenford United. Premier Challenge Cup: Milton United v Sutton Common Rovers	[291, 696, 553, 754]
fixture-entry: ESSEX SENIOR LEAGUE Premier: Woodford Town v Great Wakering Rovers	[291, 1642, 543, 1672]
fixture-entry: SOUTHERN LEAGUE Premier Central: Alvechurch v Real Bedford, Bishop's Stortford v Harborough Town, Bromsgrove Sporting v Stratford Town, Bury Town v Barwell, Halesowen Town v Kettering Town, Needham Market v Quorn, Redditch United v Banbury United, Spalding United v Leiston, St Ives Town v Worcester City, Stamford v Royston Town, Stourbridge v AFC Sudbury	[574, 1162, 846, 1293]
fixture-entry: WESSEX LEAGUE Premier: Baffins Milton Rovers v Andover New Street, Bemerton Heath Harlequins v Andover New Street, Bournemouth v New Milton Town, Cowes Sports v Wincanton Town, Hamble Club v Portland United, Laverstock & Ford v East Cowes Victoria, Petersfield Town v Brockenhurst, Sherborne Town v Millbrook	[1142, 1337, 1410, 1438]
fixture-entry: SOUTH WEST PENINSULA LEAGUE Premier East: Axminster Town v Cullompton Rangers, Bishops Lydeard v Bridport, Crediton United v Stoke Gabriel & Torbay Police, Honiton Town v Newton Abbot Spurs, Ilminster Town v Okehampton Argyle, Middlezoy Rovers v Ilfracombe Town, Teignmouth v Torrington	[1142, 827, 1399, 929]
fixture-entry: NORTH WEST COUNTIES LEAGUE Division One North: Ashton Athletic v Fulwood Amateurs	[7, 1293, 266, 1322]
fixture-entry: ISTHMIAN LEAGUE South Central: Hartley Wintney v Moneyfields (ko 7.30pm), Bedfont Sports v Hayes & Yeading United, Leatherhead v Southall	[7, 754, 270, 812]
fixture-entry: ISTHMIAN LEAGUE Premier: Canvey Island v Whitehawk, Chichester City v Chatham Town, Lewes v Billericay Town, St Albans City v Potters Bar Town. The Velocity Cup: Ramsgate v Welling United, Wingate & Finchley v Cheshunt	[7, 623, 270, 696]
fixture-entry: HELLENIC LEAGUE Division One: Alcester Town v Carterton, Bewdley Town v Clanfield 85, Brimscombe & Thrupp v Newent Town, FC Stratford v Chipping Sodbury Town, Malmesbury Victoria v Ludlow Town, Shortwood United v Cheltenham Saracens, Stonehouse Town v Thame United Res, Wantage Town v Woodford United, Wellington v Redditch Borough	[858, 1118, 1132, 1235]
fixture-entry: SOUTHERN COUNTIES EAST LEAGUE Division One: Croydon v Staplehurst Monarchs, Greenways v Bridon Ropes, Halls AFC v Rochester United, Lewisham Borough v SE Dons, Lordswood v Tooting Bec, Lydd Town v AFC Greenwich Borough, Sheppey Sports v FC Elmstead, Welling Town v SC Thamesmead. Division One Cup, Round 2: Banstead Athletic v Chessington & Hook	[1142, 463, 1411, 594]
